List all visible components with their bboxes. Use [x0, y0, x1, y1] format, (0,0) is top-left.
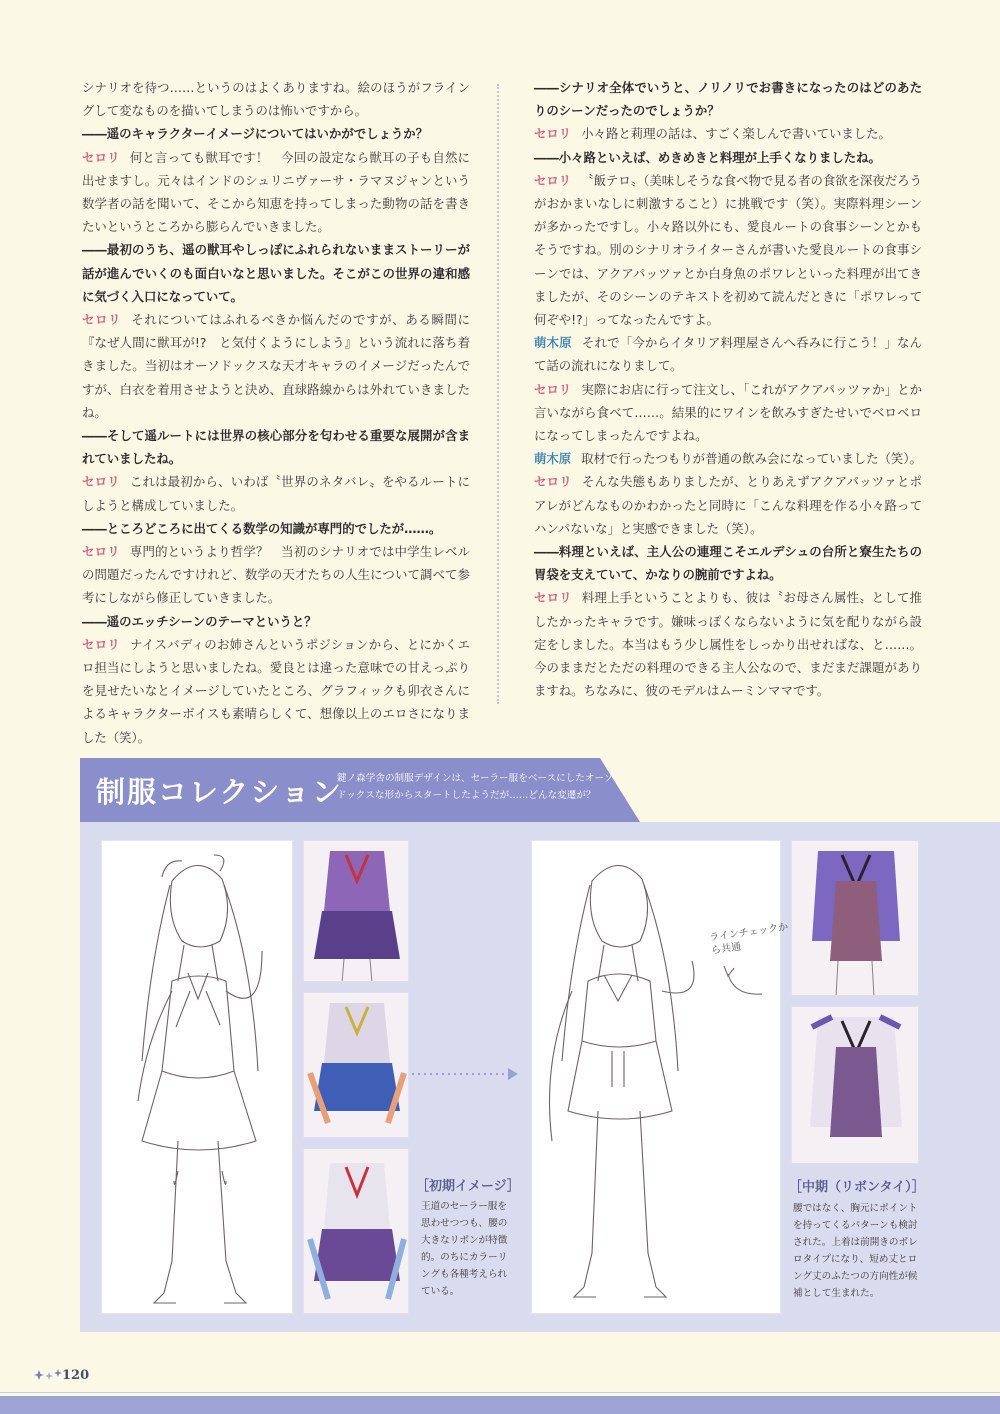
early-color-variant-2	[303, 992, 409, 1138]
paragraph-text: 小々路と莉理の話は、すごく楽しんで書いていました。	[581, 126, 891, 142]
interview-question	[82, 517, 470, 540]
interview-question	[534, 76, 922, 122]
interview-answer	[534, 447, 922, 470]
star-icon	[34, 1368, 62, 1382]
paragraph-text: 実際にお店に行って注文し、「これがアクアパッツァか」とか言いながら食べて……。結果的にワインを飲みすぎたせいでベロベロになってしまったんですよね。	[534, 381, 923, 444]
early-color-variant-1	[303, 840, 409, 982]
girl-sketch-icon	[102, 841, 293, 1314]
paragraph-text: ――最初のうち、遥の獣耳やしっぽにふれられないままストーリーが話が進んでいくのも面白いなと思いました。そこがこの世界の違和感に気づく入口になっていて。	[82, 242, 470, 304]
early-image-label: ［初期イメージ］	[416, 1179, 520, 1194]
paragraph-text: 〝飯テロ〟（美味しそうな食べ物で見る者の食欲を深夜だろうがおかまいなしに刺激すること）に挑戦です（笑）。実際料理シーンが多かったですし。小々路以外にも、愛良ルートの食事シーンとかもそうですね。別のシナリオライターさんが書いた愛良ルートの食事シーンでは、アクアパッツァとか白身魚のポワレといった料理が出てきましたが、そのシーンのテキストを初めて読んだときに「ポワレって何ぞや!?」ってなったんですよ。	[534, 172, 922, 328]
paragraph-text: ――そして遥ルートには世界の核心部分を匂わせる重要な展開が含まれていましたね。	[82, 428, 470, 467]
interview-answer	[82, 540, 470, 610]
uniform-color-swatch-icon	[304, 1149, 409, 1314]
paragraph-text: ――遥のエッチシーンのテーマというと？	[82, 613, 317, 629]
paragraph-text: ――ところどころに出てくる数学の知識が専門的でしたが……。	[82, 520, 442, 536]
paragraph-text: 何と言っても獣耳です！ 今回の設定なら獣耳の子も自然に出せますし。元々はインドのシュリニヴァーサ・ラマヌジャンという数学者の話を聞いて、そこから知恵を持ってしまった動物の話を書きたいというところから膨らんでいきました。	[82, 149, 471, 235]
interview-answer	[82, 470, 470, 516]
interview-answer	[534, 586, 922, 702]
paragraph-text: 専門的というより哲学？ 当初のシナリオでは中学生レベルの問題だったんですけれど、数学の天才たちの人生について調べて参考にしながら修正していきました。	[82, 544, 470, 606]
speaker-name: 萌木原	[534, 451, 572, 467]
interview-question	[534, 146, 922, 169]
speaker-name: セロリ	[82, 544, 120, 560]
middle-design-sketch	[531, 840, 781, 1314]
speaker-name: 萌木原	[534, 335, 572, 351]
paragraph-text: 料理上手ということよりも、彼は〝お母さん属性〟として推したかったキャラです。嫌味っぽくならないように気を配りながら設定をしました。本当はもう少し属性をしっかり出せればな、と……。今のままだとただの料理のできる主人公なので、まだまだ課題がありますね。ちなみに、彼のモデルはムーミンママです。	[534, 590, 923, 699]
interview-question	[82, 424, 470, 470]
paragraph-text: ナイスバディのお姉さんというポジションから、とにかくエロ担当にしようと思いましたね。愛良とは違った意味での甘えっぷりを見せたいなとイメージしていたところ、グラフィックも卯衣さんによるキャラクターボイスも素晴らしくて、想像以上のエロさになりました（笑）。	[82, 636, 470, 745]
column-divider	[497, 84, 499, 704]
interview-text	[82, 76, 470, 122]
speaker-name: セロリ	[82, 636, 121, 652]
paragraph-text: ――料理といえば、主人公の連理こそエルデシュの台所と寮生たちの胃袋を支えていて、かなりの腕前ですよね。	[534, 544, 922, 583]
middle-image-description: 腰ではなく、胸元にポイントを持ってくるパターンも検討された。上着は前開きのボレロタイプになり、短め丈とロング丈のふたつの方向性が候補として生まれた。	[793, 1203, 918, 1299]
uniform-color-swatch-icon	[792, 1007, 919, 1164]
middle-image-label: ［中期（リボンタイ）］	[789, 1180, 925, 1195]
interview-answer	[534, 331, 922, 377]
arrow-right-icon	[412, 1067, 520, 1081]
footer-line	[0, 1392, 1000, 1393]
interview-question	[82, 610, 470, 633]
uniform-color-swatch-icon	[304, 993, 409, 1138]
middle-color-variant-2	[791, 1006, 919, 1164]
early-design-sketch	[101, 840, 293, 1314]
speaker-name: セロリ	[82, 149, 120, 165]
speaker-name: セロリ	[534, 381, 572, 397]
paragraph-text: これは最初から、いわば〝世界のネタバレ〟をやるルートにしようと構成していました。	[82, 474, 470, 513]
handwritten-note	[704, 921, 794, 1004]
interview-answer	[534, 378, 922, 448]
middle-color-variant-1	[791, 840, 919, 996]
footer-bar	[0, 1396, 1000, 1414]
interview-answer	[82, 146, 470, 239]
uniform-color-swatch-icon	[304, 841, 409, 982]
page-number: 120	[62, 1368, 90, 1383]
interview-question	[534, 540, 922, 586]
paragraph-text: ――小々路といえば、めきめきと料理が上手くなりましたね。	[534, 149, 881, 165]
section-description: 鍵ノ森学舎の制服デザインは、セーラー服をベースにしたオーソドックスな形からスタートしたようだが……どんな変遷が？	[337, 773, 614, 801]
girl-sketch-icon	[532, 841, 781, 1314]
paragraph-text: それで「今からイタリア料理屋さんへ呑みに行こう！」なんて話の流れになりまして。	[534, 335, 922, 374]
speaker-name: セロリ	[82, 474, 120, 490]
paragraph-text: それについてはふれるべきか悩んだのですが、ある瞬間に『なぜ人間に獣耳が!? と気付くようにしよう』という流れに落ち着きました。当初はオーソドックスな天才キャラのイメージだったんですが、白衣を着用させようと決め、直球路線からは外れていきましたね。	[82, 312, 470, 420]
interview-question	[82, 122, 470, 145]
paragraph-text: ――シナリオ全体でいうと、ノリノリでお書きになったのはどのあたりのシーンだったのでしょうか？	[534, 80, 922, 119]
early-color-variant-3	[303, 1148, 409, 1314]
interview-answer	[534, 470, 922, 540]
early-image-description: 王道のセーラー服を思わせつつも、腰の大きなリボンが特徴的。のちにカラーリングも各種考えられている。	[421, 1201, 508, 1297]
paragraph-text: 取材で行ったつもりが普通の飲み会になっていました（笑）。	[581, 451, 922, 467]
interview-answer	[534, 122, 922, 145]
speaker-name: セロリ	[534, 126, 572, 142]
paragraph-text: ――遥のキャラクターイメージについてはいかがでしょうか？	[82, 126, 429, 142]
interview-answer	[82, 308, 470, 424]
interview-question	[82, 238, 470, 308]
section-title: 制服コレクション	[96, 775, 343, 809]
uniform-color-swatch-icon	[792, 841, 919, 996]
paragraph-text: シナリオを待つ……というのはよくありますね。絵のほうがフライングして変なものを描いてしまうのは怖いですから。	[82, 80, 470, 119]
handwritten-note-text: ラインチェックから共通	[708, 921, 789, 957]
right-article-column	[534, 76, 922, 702]
left-article-column	[82, 76, 470, 749]
speaker-name: セロリ	[82, 312, 122, 328]
paragraph-text: そんな失態もありましたが、とりあえずアクアパッツァとポアレがどんなものかわかったと同時に「こんな料理を作る小々路ってハンパないな」と実感できました（笑）。	[534, 474, 923, 536]
speaker-name: セロリ	[534, 590, 572, 606]
interview-answer	[82, 633, 470, 749]
speaker-name: セロリ	[534, 172, 572, 188]
speaker-name: セロリ	[534, 474, 572, 490]
interview-answer	[534, 169, 922, 331]
